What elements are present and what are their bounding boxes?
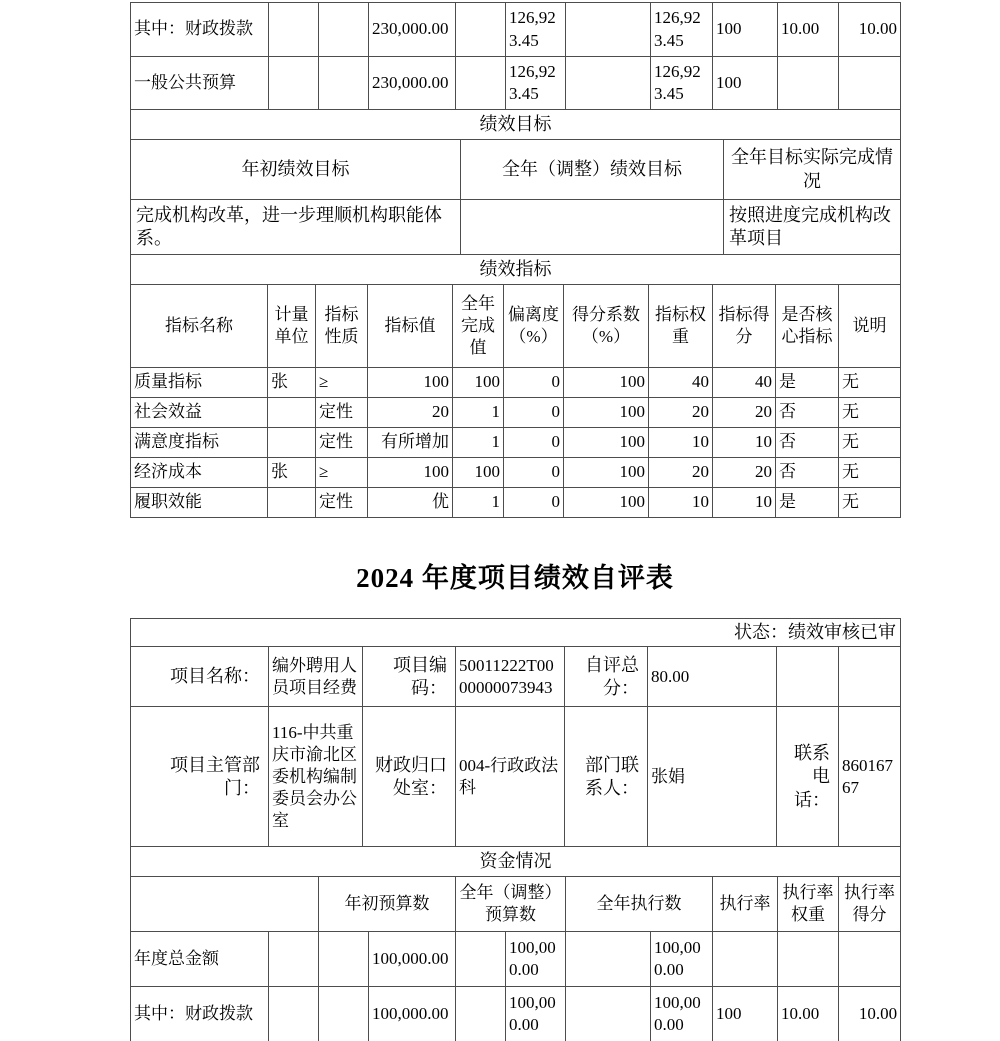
funding-row-label: 其中：财政拨款 xyxy=(131,987,269,1041)
executed-value: 100,000.00 xyxy=(651,932,713,987)
goal-initial-text: 完成机构改革，进一步理顺机构职能体系。 xyxy=(131,200,461,255)
goal-actual-text: 按照进度完成机构改革项目 xyxy=(724,200,901,255)
execution-rate-value: 100 xyxy=(713,3,778,57)
score-coefficient-header: 得分系数（%） xyxy=(564,285,649,368)
budget-initial-value: 230,000.00 xyxy=(369,57,456,110)
execution-rate-value: 100 xyxy=(713,57,778,110)
indicator-deviation: 0 xyxy=(504,368,564,398)
indicator-remark: 无 xyxy=(839,458,901,488)
funds-table xyxy=(130,846,901,1041)
empty-cell xyxy=(319,57,369,110)
funding-row xyxy=(131,932,901,987)
rate-weight-header: 执行率权重 xyxy=(778,877,839,932)
indicator-score: 10 xyxy=(713,488,776,518)
execution-rate-value: 100 xyxy=(713,987,778,1041)
target-value-header: 指标值 xyxy=(368,285,453,368)
funding-row xyxy=(131,987,901,1041)
indicator-unit xyxy=(268,428,316,458)
project-info-row xyxy=(131,647,901,707)
indicator-weight: 10 xyxy=(649,428,713,458)
goals-section-title: 绩效目标 xyxy=(131,110,901,140)
project-name-label: 项目名称： xyxy=(131,647,269,707)
empty-cell xyxy=(456,57,506,110)
indicators-section-title: 绩效指标 xyxy=(131,255,901,285)
project-info-table xyxy=(130,646,901,847)
indicator-coefficient: 100 xyxy=(564,428,649,458)
indicator-nature: 定性 xyxy=(316,428,368,458)
indicator-target: 20 xyxy=(368,398,453,428)
indicator-name: 经济成本 xyxy=(131,458,268,488)
goals-content-row xyxy=(131,200,901,255)
indicator-row xyxy=(131,488,901,518)
indicator-target: 有所增加 xyxy=(368,428,453,458)
empty-cell xyxy=(319,3,369,57)
funding-row-label: 其中：财政拨款 xyxy=(131,3,269,57)
indicator-remark: 无 xyxy=(839,428,901,458)
indicator-score: 20 xyxy=(713,398,776,428)
indicator-row xyxy=(131,458,901,488)
indicator-core: 是 xyxy=(776,368,839,398)
section-header-row xyxy=(131,110,901,140)
goal-actual-header: 全年目标实际完成情况 xyxy=(724,140,901,200)
initial-budget-header: 年初预算数 xyxy=(319,877,456,932)
indicator-coefficient: 100 xyxy=(564,488,649,518)
performance-indicators-table xyxy=(130,254,901,518)
page-title: 2024 年度项目绩效自评表 xyxy=(356,563,674,593)
budget-adjusted-value: 126,923.45 xyxy=(506,57,566,110)
rate-weight-value: 10.00 xyxy=(778,3,839,57)
rate-weight-value xyxy=(778,932,839,987)
finance-office-label: 财政归口处室： xyxy=(363,707,456,847)
goal-adjusted-text xyxy=(461,200,724,255)
indicator-name: 满意度指标 xyxy=(131,428,268,458)
funding-row xyxy=(131,3,901,57)
executed-value: 126,923.45 xyxy=(651,57,713,110)
empty-cell xyxy=(566,932,651,987)
budget-initial-value: 230,000.00 xyxy=(369,3,456,57)
goal-adjusted-header: 全年（调整）绩效目标 xyxy=(461,140,724,200)
indicator-completed: 100 xyxy=(453,368,504,398)
indicator-weight: 20 xyxy=(649,398,713,428)
indicator-score: 40 xyxy=(713,368,776,398)
indicator-target: 优 xyxy=(368,488,453,518)
rate-score-value xyxy=(839,57,901,110)
indicator-weight-header: 指标权重 xyxy=(649,285,713,368)
rate-weight-value xyxy=(778,57,839,110)
indicator-unit xyxy=(268,398,316,428)
project-code-label: 项目编码： xyxy=(363,647,456,707)
indicator-weight: 20 xyxy=(649,458,713,488)
empty-cell xyxy=(269,987,319,1041)
indicator-remark: 无 xyxy=(839,398,901,428)
status-row xyxy=(131,619,901,647)
rate-score-value: 10.00 xyxy=(839,987,901,1041)
indicator-unit: 张 xyxy=(268,368,316,398)
empty-cell xyxy=(269,932,319,987)
indicator-core: 是 xyxy=(776,488,839,518)
empty-cell xyxy=(319,987,369,1041)
project-code-value: 50011222T0000000073943 xyxy=(456,647,565,707)
budget-initial-value: 100,000.00 xyxy=(369,932,456,987)
indicator-nature: ≥ xyxy=(316,368,368,398)
budget-adjusted-value: 126,923.45 xyxy=(506,3,566,57)
deviation-header: 偏离度（%） xyxy=(504,285,564,368)
contact-phone-label: 联系电话： xyxy=(777,707,839,847)
project-name-value: 编外聘用人员项目经费 xyxy=(269,647,363,707)
empty-cell xyxy=(777,647,839,707)
indicator-name-header: 指标名称 xyxy=(131,285,268,368)
indicator-name: 社会效益 xyxy=(131,398,268,428)
indicator-remark: 无 xyxy=(839,488,901,518)
indicator-nature: 定性 xyxy=(316,488,368,518)
project-info-row xyxy=(131,707,901,847)
indicator-weight: 40 xyxy=(649,368,713,398)
rate-weight-value: 10.00 xyxy=(778,987,839,1041)
empty-cell xyxy=(566,987,651,1041)
contact-person-label: 部门联系人： xyxy=(565,707,648,847)
funds-header-row xyxy=(131,877,901,932)
indicator-row xyxy=(131,428,901,458)
indicator-target: 100 xyxy=(368,368,453,398)
goal-initial-header: 年初绩效目标 xyxy=(131,140,461,200)
indicator-core: 否 xyxy=(776,428,839,458)
indicator-row xyxy=(131,398,901,428)
executed-value: 126,923.45 xyxy=(651,3,713,57)
contact-person-value: 张娟 xyxy=(648,707,777,847)
empty-cell xyxy=(456,987,506,1041)
empty-header-cell xyxy=(131,877,319,932)
department-value: 116-中共重庆市渝北区委机构编制委员会办公室 xyxy=(269,707,363,847)
execution-rate-value xyxy=(713,932,778,987)
rate-score-header: 执行率得分 xyxy=(839,877,901,932)
funding-table-continued xyxy=(130,2,901,110)
empty-cell xyxy=(269,57,319,110)
indicator-coefficient: 100 xyxy=(564,398,649,428)
indicator-completed: 1 xyxy=(453,428,504,458)
completed-value-header: 全年完成值 xyxy=(453,285,504,368)
indicator-core: 否 xyxy=(776,398,839,428)
core-indicator-header: 是否核心指标 xyxy=(776,285,839,368)
empty-cell xyxy=(269,3,319,57)
empty-cell xyxy=(456,932,506,987)
contact-phone-value: 86016767 xyxy=(839,707,901,847)
goals-header-row xyxy=(131,140,901,200)
adjusted-budget-header: 全年（调整）预算数 xyxy=(456,877,566,932)
indicator-deviation: 0 xyxy=(504,488,564,518)
nature-header: 指标性质 xyxy=(316,285,368,368)
self-score-value: 80.00 xyxy=(648,647,777,707)
section-header-row xyxy=(131,255,901,285)
indicator-score-header: 指标得分 xyxy=(713,285,776,368)
indicator-completed: 1 xyxy=(453,488,504,518)
funds-section-title: 资金情况 xyxy=(131,847,901,877)
funding-row-label: 年度总金额 xyxy=(131,932,269,987)
execution-rate-header: 执行率 xyxy=(713,877,778,932)
indicator-coefficient: 100 xyxy=(564,458,649,488)
remark-header: 说明 xyxy=(839,285,901,368)
executed-value: 100,000.00 xyxy=(651,987,713,1041)
empty-cell xyxy=(566,3,651,57)
department-label: 项目主管部门： xyxy=(131,707,269,847)
indicator-name: 质量指标 xyxy=(131,368,268,398)
budget-initial-value: 100,000.00 xyxy=(369,987,456,1041)
indicator-unit: 张 xyxy=(268,458,316,488)
indicators-header-row xyxy=(131,285,901,368)
budget-adjusted-value: 100,000.00 xyxy=(506,932,566,987)
indicator-unit xyxy=(268,488,316,518)
indicator-target: 100 xyxy=(368,458,453,488)
indicator-row xyxy=(131,368,901,398)
indicator-score: 20 xyxy=(713,458,776,488)
indicator-nature: 定性 xyxy=(316,398,368,428)
indicator-completed: 1 xyxy=(453,398,504,428)
performance-goals-table xyxy=(130,109,901,255)
empty-cell xyxy=(839,647,901,707)
indicator-deviation: 0 xyxy=(504,428,564,458)
finance-office-value: 004-行政政法科 xyxy=(456,707,565,847)
rate-score-value: 10.00 xyxy=(839,3,901,57)
indicator-core: 否 xyxy=(776,458,839,488)
funding-row xyxy=(131,57,901,110)
funding-row-label: 一般公共预算 xyxy=(131,57,269,110)
budget-adjusted-value: 100,000.00 xyxy=(506,987,566,1041)
section-header-row xyxy=(131,847,901,877)
indicator-coefficient: 100 xyxy=(564,368,649,398)
rate-score-value xyxy=(839,932,901,987)
status-table xyxy=(130,618,901,647)
empty-cell xyxy=(456,3,506,57)
status-text: 状态：绩效审核已审 xyxy=(131,619,901,647)
indicator-deviation: 0 xyxy=(504,398,564,428)
empty-cell xyxy=(566,57,651,110)
indicator-weight: 10 xyxy=(649,488,713,518)
indicator-deviation: 0 xyxy=(504,458,564,488)
empty-cell xyxy=(319,932,369,987)
indicator-remark: 无 xyxy=(839,368,901,398)
indicator-completed: 100 xyxy=(453,458,504,488)
executed-header: 全年执行数 xyxy=(566,877,713,932)
self-score-label: 自评总分： xyxy=(565,647,648,707)
indicator-name: 履职效能 xyxy=(131,488,268,518)
unit-header: 计量单位 xyxy=(268,285,316,368)
indicator-nature: ≥ xyxy=(316,458,368,488)
indicator-score: 10 xyxy=(713,428,776,458)
